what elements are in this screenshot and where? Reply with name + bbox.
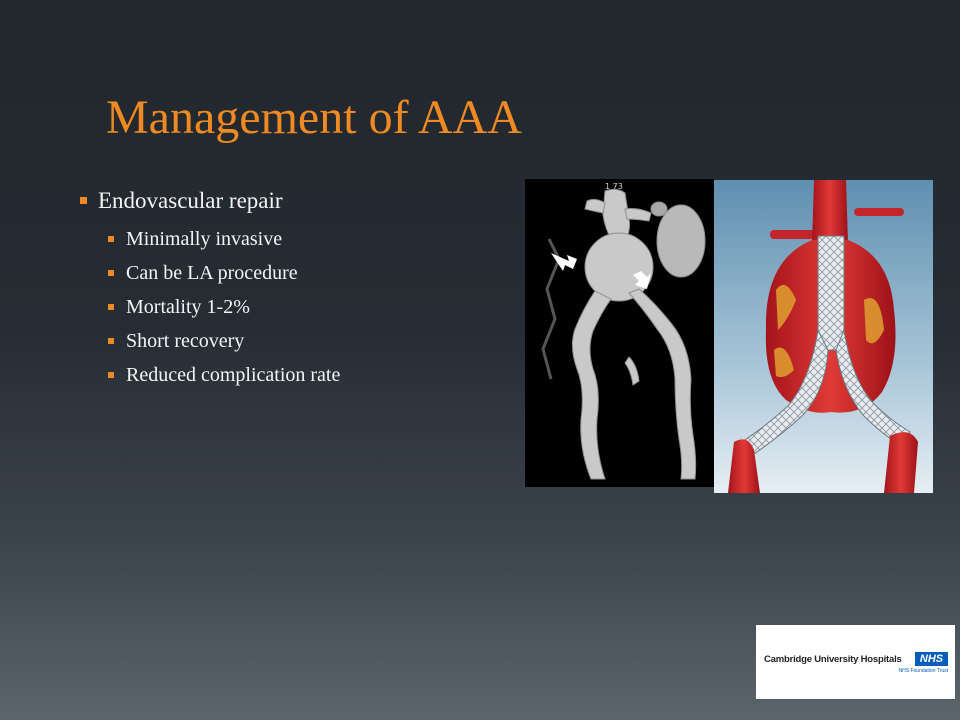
sub-bullet-text: Reduced complication rate [126, 364, 341, 386]
bullet-text: Endovascular repair [98, 188, 283, 213]
sub-bullet-text: Short recovery [126, 330, 245, 352]
bullet-item [80, 186, 340, 218]
sub-bullet-item [80, 290, 340, 324]
sub-bullet-list [80, 222, 340, 392]
sub-bullet-text: Mortality 1-2% [126, 296, 250, 318]
bullet-marker [80, 197, 87, 204]
endograft-illustration [714, 180, 933, 493]
sub-bullet-text: Minimally invasive [126, 228, 283, 250]
logo-subtitle: NHS Foundation Trust [898, 668, 948, 674]
slide-title: Management of AAA [106, 91, 522, 144]
bullet-marker [108, 338, 114, 344]
logo-name: Cambridge University Hospitals [764, 654, 902, 665]
bullet-marker [108, 304, 114, 310]
sub-bullet-item [80, 222, 340, 256]
bullet-marker [108, 372, 114, 378]
ct-image-label: 1 73 [605, 182, 623, 191]
sub-bullet-item [80, 256, 340, 290]
bullet-list [80, 186, 340, 392]
hospital-logo [756, 625, 955, 699]
ct-angiogram-image [525, 179, 714, 487]
sub-bullet-item [80, 324, 340, 358]
endograft-graphic [714, 180, 933, 493]
nhs-badge: NHS [915, 652, 948, 666]
sub-bullet-text: Can be LA procedure [126, 262, 298, 284]
bullet-marker [108, 270, 114, 276]
ct-angiogram-graphic [525, 179, 714, 487]
sub-bullet-item [80, 358, 340, 392]
bullet-marker [108, 236, 114, 242]
